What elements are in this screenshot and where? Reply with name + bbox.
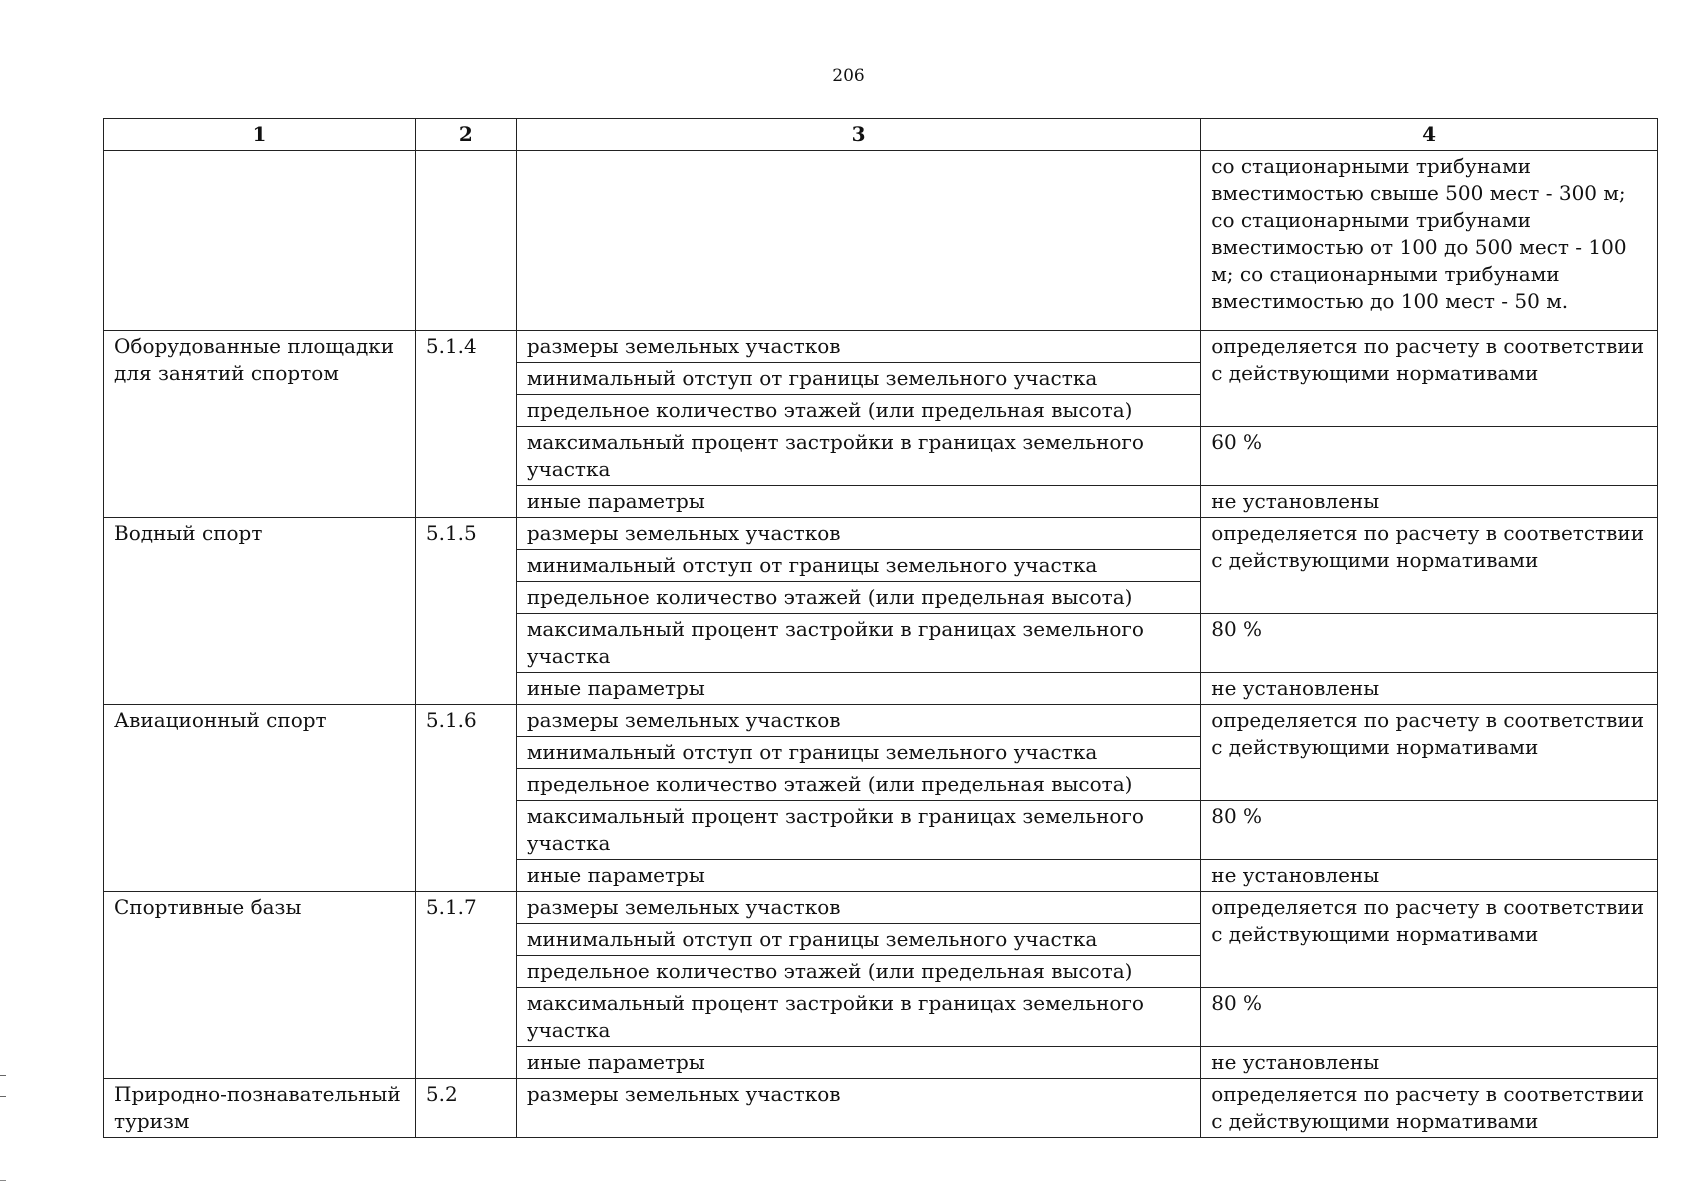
use-name-cell: Оборудованные площадки для занятий спортом <box>104 331 416 518</box>
param-cell: минимальный отступ от границы земельного участка <box>516 363 1200 395</box>
scan-edge-mark <box>0 1180 6 1181</box>
param-cell: размеры земельных участков <box>516 705 1200 737</box>
param-cell: размеры земельных участков <box>516 892 1200 924</box>
param-cell: минимальный отступ от границы земельного участка <box>516 737 1200 769</box>
value-calc-cell: определяется по расчету в соответствии с действующими нормативами <box>1201 1079 1658 1138</box>
value-calc-cell: определяется по расчету в соответствии с действующими нормативами <box>1201 331 1658 427</box>
intro-row <box>104 151 1658 331</box>
header-col-2: 2 <box>415 119 516 151</box>
param-cell: максимальный процент застройки в границах земельного участка <box>516 988 1200 1047</box>
header-col-1: 1 <box>104 119 416 151</box>
param-cell: максимальный процент застройки в границах земельного участка <box>516 427 1200 486</box>
value-calc-cell: определяется по расчету в соответствии с действующими нормативами <box>1201 518 1658 614</box>
value-percent-cell: 80 % <box>1201 614 1658 673</box>
intro-name-cell <box>104 151 416 331</box>
param-cell: иные параметры <box>516 673 1200 705</box>
param-cell: размеры земельных участков <box>516 1079 1200 1138</box>
use-code-cell: 5.1.4 <box>415 331 516 518</box>
value-calc-cell: определяется по расчету в соответствии с действующими нормативами <box>1201 892 1658 988</box>
use-name-cell: Природно-познавательный туризм <box>104 1079 416 1138</box>
value-percent-cell: 80 % <box>1201 988 1658 1047</box>
table-row <box>104 331 1658 363</box>
use-code-cell: 5.2 <box>415 1079 516 1138</box>
value-other-cell: не установлены <box>1201 860 1658 892</box>
value-other-cell: не установлены <box>1201 1047 1658 1079</box>
table-row <box>104 705 1658 737</box>
use-code-cell: 5.1.5 <box>415 518 516 705</box>
value-percent-cell: 80 % <box>1201 801 1658 860</box>
table-row-last <box>104 1079 1658 1138</box>
param-cell: размеры земельных участков <box>516 518 1200 550</box>
param-cell: предельное количество этажей (или предельная высота) <box>516 769 1200 801</box>
header-col-4: 4 <box>1201 119 1658 151</box>
param-cell: предельное количество этажей (или предельная высота) <box>516 395 1200 427</box>
use-name-cell: Авиационный спорт <box>104 705 416 892</box>
use-code-cell: 5.1.7 <box>415 892 516 1079</box>
intro-code-cell <box>415 151 516 331</box>
use-code-cell: 5.1.6 <box>415 705 516 892</box>
param-cell: максимальный процент застройки в границах земельного участка <box>516 614 1200 673</box>
use-name-cell: Спортивные базы <box>104 892 416 1079</box>
intro-param-cell <box>516 151 1200 331</box>
param-cell: размеры земельных участков <box>516 331 1200 363</box>
regulations-table <box>103 118 1658 1138</box>
param-cell: максимальный процент застройки в границах земельного участка <box>516 801 1200 860</box>
param-cell: иные параметры <box>516 860 1200 892</box>
value-calc-cell: определяется по расчету в соответствии с действующими нормативами <box>1201 705 1658 801</box>
header-col-3: 3 <box>516 119 1200 151</box>
param-cell: минимальный отступ от границы земельного участка <box>516 924 1200 956</box>
table-row <box>104 892 1658 924</box>
page-number: 206 <box>832 66 865 86</box>
value-other-cell: не установлены <box>1201 673 1658 705</box>
scan-edge-mark <box>0 1075 6 1097</box>
table-row <box>104 518 1658 550</box>
use-name-cell: Водный спорт <box>104 518 416 705</box>
param-cell: иные параметры <box>516 486 1200 518</box>
intro-value-cell: со стационарными трибунами вместимостью свыше 500 мест - 300 м; со стационарными трибунами вместимостью от 100 до 500 мест - 100 м; со стационарными трибунами вместимостью до 100 мест - 50 м. <box>1201 151 1658 331</box>
value-other-cell: не установлены <box>1201 486 1658 518</box>
param-cell: предельное количество этажей (или предельная высота) <box>516 582 1200 614</box>
param-cell: минимальный отступ от границы земельного участка <box>516 550 1200 582</box>
value-percent-cell: 60 % <box>1201 427 1658 486</box>
param-cell: предельное количество этажей (или предельная высота) <box>516 956 1200 988</box>
param-cell: иные параметры <box>516 1047 1200 1079</box>
header-row <box>104 119 1658 151</box>
